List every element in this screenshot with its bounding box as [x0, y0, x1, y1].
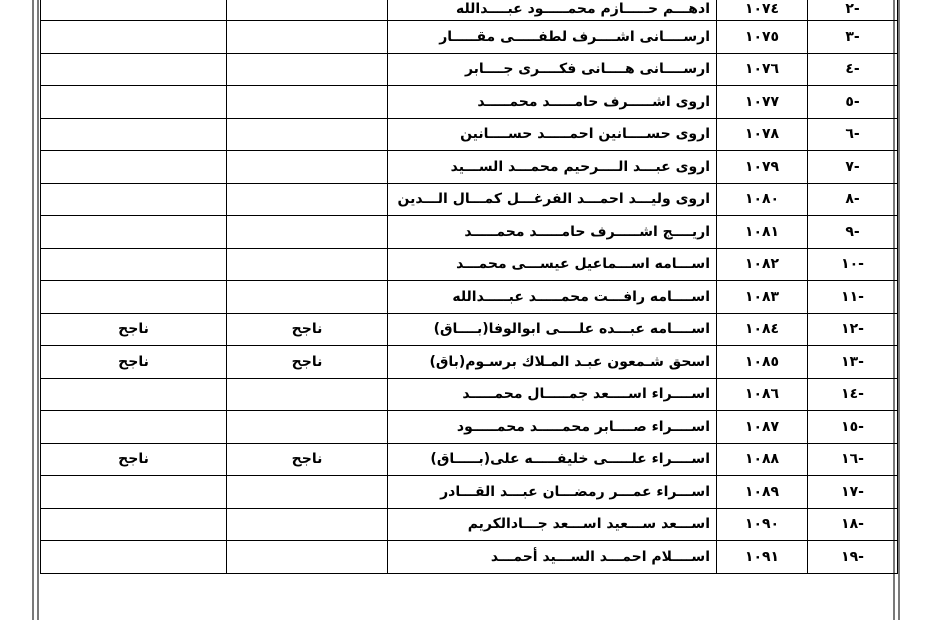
result-cell-left: [41, 216, 227, 249]
table-row: [41, 216, 898, 249]
serial-number-cell: ١٨-: [808, 508, 898, 541]
result-cell-left: [41, 378, 227, 411]
result-cell-left: [41, 183, 227, 216]
result-cell-right: [227, 118, 388, 151]
result-cell-left: [41, 151, 227, 184]
result-cell-right: [227, 183, 388, 216]
result-cell-right: [227, 151, 388, 184]
table-row: [41, 86, 898, 119]
result-cell-left: ناجح: [41, 443, 227, 476]
seat-number-cell: ١٠٨١: [717, 216, 808, 249]
result-cell-left: [41, 281, 227, 314]
table-row: [41, 346, 898, 379]
student-name-cell: اســــراء صــــابر محمـــــد محمـــــود: [388, 411, 717, 444]
seat-number-cell: ١٠٨٩: [717, 476, 808, 509]
student-name-cell: ارســــانى هــــانى فكــــرى جــــابر: [388, 53, 717, 86]
student-name-cell: اســــامه عبـــده علــــى ابوالوفا(بــــاق): [388, 313, 717, 346]
table-row: [41, 541, 898, 574]
student-name-cell: اســــراء اســــعد جمـــــال محمـــــد: [388, 378, 717, 411]
table-row: [41, 411, 898, 444]
seat-number-cell: ١٠٨٦: [717, 378, 808, 411]
table-row: [41, 151, 898, 184]
student-name-cell: اســـامه اســـماعيل عيســـى محمـــد: [388, 248, 717, 281]
seat-number-cell: ١٠٩٠: [717, 508, 808, 541]
result-cell-right: ناجح: [227, 313, 388, 346]
result-cell-right: ناجح: [227, 346, 388, 379]
serial-number-cell: ١١-: [808, 281, 898, 314]
result-cell-right: [227, 0, 388, 21]
serial-number-cell: ٣-: [808, 21, 898, 54]
table-row: [41, 53, 898, 86]
seat-number-cell: ١٠٧٥: [717, 21, 808, 54]
student-name-cell: اريــــج اشـــــرف حامـــــد محمـــــد: [388, 216, 717, 249]
table-row: [41, 0, 898, 21]
result-cell-left: ناجح: [41, 346, 227, 379]
serial-number-cell: ٨-: [808, 183, 898, 216]
student-name-cell: اسحق شـمعون عبـد المـلاك برسـوم(باق): [388, 346, 717, 379]
student-name-cell: اروى اشـــــرف حامـــــد محمـــــد: [388, 86, 717, 119]
seat-number-cell: ١٠٩١: [717, 541, 808, 574]
seat-number-cell: ١٠٧٧: [717, 86, 808, 119]
seat-number-cell: ١٠٨٧: [717, 411, 808, 444]
student-name-cell: اســـعد ســـعيد اســـعد جـــادالكريم: [388, 508, 717, 541]
student-name-cell: اروى وليـــد احمـــد الفرغـــل كمـــال الـــدين: [388, 183, 717, 216]
table-row: [41, 443, 898, 476]
result-cell-right: [227, 86, 388, 119]
table-row: [41, 118, 898, 151]
result-cell-right: [227, 281, 388, 314]
serial-number-cell: ١٦-: [808, 443, 898, 476]
result-cell-left: [41, 21, 227, 54]
seat-number-cell: ١٠٨٤: [717, 313, 808, 346]
student-name-cell: اروى عبـــد الــــرحيم محمـــد الســـيد: [388, 151, 717, 184]
results-table-body: [41, 0, 898, 573]
student-name-cell: اســــامه رافـــت محمـــــد عبـــــدالله: [388, 281, 717, 314]
table-row: [41, 248, 898, 281]
result-cell-right: [227, 476, 388, 509]
result-cell-right: [227, 378, 388, 411]
result-cell-right: [227, 53, 388, 86]
student-name-cell: ارســــانى اشــــرف لطفـــــى مقـــــار: [388, 21, 717, 54]
serial-number-cell: ٢-: [808, 0, 898, 21]
seat-number-cell: ١٠٧٨: [717, 118, 808, 151]
seat-number-cell: ١٠٧٤: [717, 0, 808, 21]
result-cell-right: [227, 248, 388, 281]
result-cell-left: [41, 0, 227, 21]
serial-number-cell: ٦-: [808, 118, 898, 151]
serial-number-cell: ١٣-: [808, 346, 898, 379]
result-cell-left: [41, 508, 227, 541]
result-cell-left: [41, 53, 227, 86]
student-name-cell: اســـراء عمـــر رمضـــان عبـــد القـــادر: [388, 476, 717, 509]
serial-number-cell: ١٠-: [808, 248, 898, 281]
result-cell-right: [227, 21, 388, 54]
table-row: [41, 313, 898, 346]
result-cell-right: [227, 541, 388, 574]
seat-number-cell: ١٠٨٨: [717, 443, 808, 476]
result-cell-right: [227, 216, 388, 249]
seat-number-cell: ١٠٨٠: [717, 183, 808, 216]
result-cell-left: ناجح: [41, 313, 227, 346]
table-row: [41, 21, 898, 54]
serial-number-cell: ١٢-: [808, 313, 898, 346]
serial-number-cell: ٩-: [808, 216, 898, 249]
student-name-cell: ادهـــم حـــــازم محمـــــود عبــــدالله: [388, 0, 717, 21]
serial-number-cell: ١٩-: [808, 541, 898, 574]
result-cell-right: [227, 411, 388, 444]
serial-number-cell: ٥-: [808, 86, 898, 119]
serial-number-cell: ٤-: [808, 53, 898, 86]
serial-number-cell: ١٤-: [808, 378, 898, 411]
serial-number-cell: ٧-: [808, 151, 898, 184]
table-row: [41, 183, 898, 216]
table-row: [41, 476, 898, 509]
seat-number-cell: ١٠٨٣: [717, 281, 808, 314]
result-cell-left: [41, 541, 227, 574]
seat-number-cell: ١٠٧٩: [717, 151, 808, 184]
result-cell-right: ناجح: [227, 443, 388, 476]
student-name-cell: اروى حســــانين احمـــــد حســــانين: [388, 118, 717, 151]
table-row: [41, 378, 898, 411]
student-name-cell: اســــلام احمـــد الســـيد أحمـــد: [388, 541, 717, 574]
table-row: [41, 281, 898, 314]
seat-number-cell: ١٠٨٥: [717, 346, 808, 379]
seat-number-cell: ١٠٨٢: [717, 248, 808, 281]
result-cell-left: [41, 476, 227, 509]
serial-number-cell: ١٧-: [808, 476, 898, 509]
result-cell-left: [41, 248, 227, 281]
result-cell-left: [41, 86, 227, 119]
serial-number-cell: ١٥-: [808, 411, 898, 444]
table-row: [41, 508, 898, 541]
result-cell-left: [41, 411, 227, 444]
results-table: [40, 0, 898, 574]
page-border-left: [32, 0, 39, 620]
result-cell-right: [227, 508, 388, 541]
seat-number-cell: ١٠٧٦: [717, 53, 808, 86]
result-cell-left: [41, 118, 227, 151]
student-name-cell: اســــراء علـــــى خليفـــــه على(بـــــاق): [388, 443, 717, 476]
